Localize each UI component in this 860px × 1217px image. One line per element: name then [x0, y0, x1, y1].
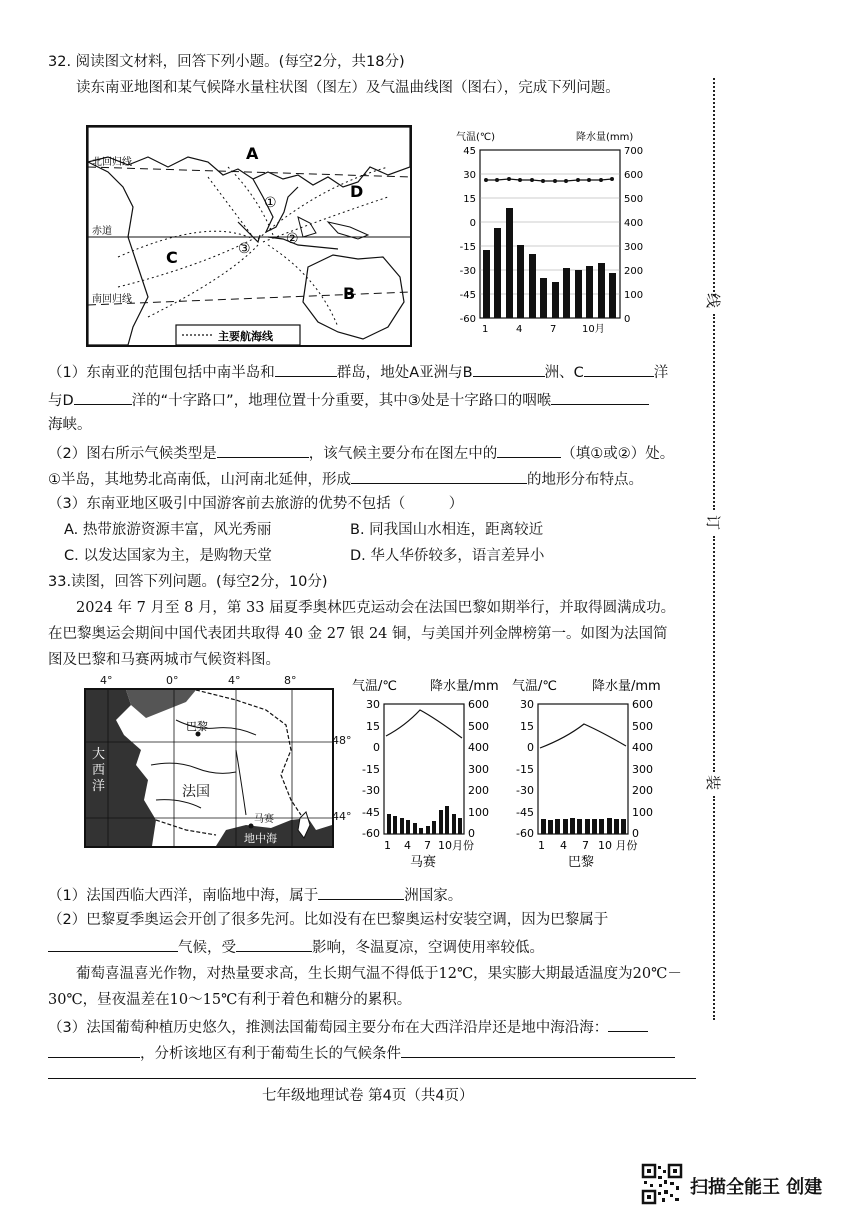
q32-xt-0: 1 — [482, 324, 489, 335]
marseille-lt: -60 — [362, 827, 380, 840]
answer-blank[interactable] — [551, 389, 649, 405]
q32-rt-5: 200 — [624, 266, 644, 277]
map-lat-1: 48° — [332, 734, 352, 747]
q32-bar — [563, 268, 570, 318]
q33-s2-c: 影响，冬温夏凉，空调使用率较低。 — [312, 940, 544, 956]
q32-s2-b: ，该气候主要分布在图左中的 — [308, 446, 498, 462]
q32-lt-2: 15 — [463, 194, 476, 205]
marseille-xt: 10月份 — [438, 839, 474, 852]
paris-rt: 300 — [632, 763, 653, 776]
marseille-precip-title: 降水量/mm — [430, 679, 499, 694]
marseille-rt: 0 — [468, 827, 475, 840]
q32-lt-1: 30 — [463, 170, 476, 181]
map-marker-2: ② — [286, 231, 299, 247]
q32-s1-f: 洋的“十字路口”，地理位置十分重要，其中③处是十字路口的咽喉 — [131, 393, 552, 409]
paris-lt: 15 — [520, 720, 534, 733]
map-marseille: 马赛 — [254, 814, 274, 825]
q32-xt-2: 7 — [550, 324, 557, 335]
q32-rt-3: 400 — [624, 218, 644, 229]
q33-s2-line2 — [48, 936, 544, 958]
marseille-rt: 500 — [468, 720, 489, 733]
map-label-c: C — [166, 248, 178, 267]
marseille-lt: 30 — [366, 698, 380, 711]
answer-blank[interactable] — [608, 1016, 648, 1032]
map-equator: 赤道 — [92, 226, 112, 237]
marseille-rt: 600 — [468, 698, 489, 711]
marseille-xt: 7 — [424, 839, 431, 852]
map-lon-3: 4° — [228, 674, 241, 687]
q33-para5: 30℃，昼夜温差在10～15℃有利于着色和糖分的累积。 — [48, 992, 412, 1008]
q32-bar — [586, 266, 593, 318]
answer-blank[interactable] — [217, 442, 309, 458]
marseille-lt: -45 — [362, 806, 380, 819]
binding-label-zhuang: 装 — [704, 774, 723, 791]
page-footer: 七年级地理试卷 第4页（共4页） — [262, 1088, 474, 1104]
map-ocean-1: 大 — [92, 747, 106, 762]
binding-dotted-line — [713, 796, 715, 1020]
answer-blank[interactable] — [236, 936, 312, 952]
paris-lt: -45 — [516, 806, 534, 819]
q32-rt-6: 100 — [624, 290, 644, 301]
q32-rt-4: 300 — [624, 242, 644, 253]
paris-lt: 0 — [527, 741, 534, 754]
q32-rt-1: 600 — [624, 170, 644, 181]
marseille-rt: 400 — [468, 741, 489, 754]
q33-para1: 2024 年 7 月至 8 月，第 33 届夏季奥林匹克运动会在法国巴黎如期举行，并取得圆满成功。 — [76, 600, 676, 616]
map-lon-4: 8° — [284, 674, 297, 687]
q33-heading: 33.读图，回答下列问题。(每空2分，10分) — [48, 574, 328, 590]
paris-rt: 0 — [632, 827, 639, 840]
q32-s1-d: 洋 — [653, 365, 669, 381]
q32-option-a[interactable]: A. 热带旅游资源丰富，风光秀丽 — [64, 522, 272, 538]
answer-blank[interactable] — [497, 442, 561, 458]
france-map — [84, 688, 334, 848]
q32-lt-6: -45 — [459, 290, 476, 301]
q32-bar — [494, 228, 501, 318]
map-tropic-north: 北回归线 — [92, 157, 132, 168]
marseille-xt: 4 — [404, 839, 411, 852]
marseille-lt: -30 — [362, 784, 380, 797]
answer-blank[interactable] — [48, 936, 178, 952]
paris-temp-title: 气温/℃ — [512, 679, 557, 694]
southeast-asia-map — [86, 125, 412, 347]
q33-s3-a: （3）法国葡萄种植历史悠久，推测法国葡萄园主要分布在大西洋沿岸还是地中海沿海： — [48, 1020, 609, 1036]
map-tropic-south: 南回归线 — [92, 294, 132, 305]
answer-blank[interactable] — [275, 361, 337, 377]
marseille-rt: 200 — [468, 784, 489, 797]
qr-code-icon — [642, 1164, 682, 1204]
q32-s1-e: 与D — [48, 393, 74, 409]
paris-rt: 500 — [632, 720, 653, 733]
paris-rt: 100 — [632, 806, 653, 819]
marseille-rt: 100 — [468, 806, 489, 819]
map-lon-1: 4° — [100, 674, 113, 687]
answer-blank[interactable] — [351, 468, 527, 484]
q32-bar — [506, 208, 513, 318]
answer-blank[interactable] — [48, 1042, 140, 1058]
q32-lt-3: 0 — [469, 218, 476, 229]
binding-dotted-line — [713, 78, 715, 296]
answer-blank[interactable] — [401, 1042, 675, 1058]
q32-s1-g: 海峡。 — [48, 417, 92, 433]
q33-para2: 在巴黎奥运会期间中国代表团共取得 40 金 27 银 24 铜，与美国并列金牌榜第一。如图为法国简 — [48, 626, 668, 642]
q33-para4: 葡萄喜温喜光作物，对热量要求高，生长期气温不得低于12℃，果实膨大期最适温度为20℃－ — [76, 966, 682, 982]
answer-blank[interactable] — [473, 361, 545, 377]
answer-blank[interactable] — [74, 389, 132, 405]
q32-s2-a: （2）图右所示气候类型是 — [48, 446, 217, 462]
q32-s2-d: ①半岛，其地势北高南低，山河南北延伸，形成 — [48, 472, 351, 488]
q32-lt-4: -15 — [459, 242, 476, 253]
marseille-xt: 1 — [384, 839, 391, 852]
paris-name: 巴黎 — [568, 855, 595, 870]
paris-climate-chart — [506, 676, 666, 870]
map-marker-3: ③ — [238, 241, 251, 257]
paris-lt: 30 — [520, 698, 534, 711]
q32-bar — [552, 282, 559, 318]
map-france: 法国 — [182, 784, 210, 800]
q33-s2-b: 气候，受 — [178, 940, 236, 956]
map-ocean-3: 洋 — [92, 779, 106, 794]
paris-xt: 10 月份 — [598, 839, 638, 852]
paris-lt: -60 — [516, 827, 534, 840]
q32-lt-5: -30 — [459, 266, 476, 277]
paris-xt: 4 — [560, 839, 567, 852]
binding-dotted-line — [713, 536, 715, 772]
q33-s3-line2 — [48, 1042, 675, 1064]
paris-lt: -15 — [516, 763, 534, 776]
answer-blank[interactable] — [318, 884, 404, 900]
marseille-climate-chart — [350, 676, 500, 870]
q32-heading: 32. 阅读图文材料，回答下列小题。(每空2分，共18分) — [48, 54, 405, 70]
q32-rt-7: 0 — [624, 314, 631, 325]
q32-climate-chart — [448, 128, 644, 338]
q32-intro: 读东南亚地图和某气候降水量柱状图（图左）及气温曲线图（图右），完成下列问题。 — [76, 80, 620, 96]
map-legend-label: 主要航海线 — [218, 330, 273, 343]
paris-rt: 200 — [632, 784, 653, 797]
q32-bar — [575, 270, 582, 318]
chart-precip-title: 降水量(mm) — [576, 132, 634, 143]
paris-xt: 7 — [582, 839, 589, 852]
q32-bar — [609, 273, 616, 318]
map-lat-2: 44° — [332, 810, 352, 823]
paris-rt: 400 — [632, 741, 653, 754]
q32-bar — [483, 250, 490, 318]
q32-option-b[interactable]: B. 同我国山水相连，距离较近 — [350, 522, 544, 538]
q32-s1-c: 洲、C — [544, 365, 584, 381]
paris-lt: -30 — [516, 784, 534, 797]
q33-s3-b: ，分析该地区有利于葡萄生长的气候条件 — [140, 1046, 401, 1062]
binding-dotted-line — [713, 314, 715, 510]
paris-precip-title: 降水量/mm — [592, 679, 661, 694]
q32-lt-0: 45 — [463, 146, 476, 157]
q32-s2-line2 — [48, 468, 643, 490]
binding-label-xian: 线 — [704, 292, 723, 309]
paris-xt: 1 — [538, 839, 545, 852]
marseille-temp-title: 气温/℃ — [352, 679, 397, 694]
q32-lt-7: -60 — [459, 314, 476, 325]
q32-s1-line1 — [48, 361, 668, 383]
marseille-lt: -15 — [362, 763, 380, 776]
q32-option-d[interactable]: D. 华人华侨较多，语言差异小 — [350, 548, 545, 564]
q32-rt-2: 500 — [624, 194, 644, 205]
q32-s1-a: （1）东南亚的范围包括中南半岛和 — [48, 365, 275, 381]
q32-xt-3: 10月 — [582, 324, 605, 335]
scanner-brand: 扫描全能王 创建 — [690, 1177, 823, 1198]
q32-bar — [529, 254, 536, 318]
map-paris: 巴黎 — [186, 720, 208, 733]
map-label-a: A — [246, 144, 259, 163]
q32-s2-line1 — [48, 442, 674, 464]
marseille-name: 马赛 — [410, 855, 437, 870]
q32-s2-c: （填①或②）处。 — [561, 446, 675, 462]
marseille-rt: 300 — [468, 763, 489, 776]
answer-blank[interactable] — [584, 361, 654, 377]
q32-bar — [517, 245, 524, 318]
q32-s3: （3）东南亚地区吸引中国游客前去旅游的优势不包括（ ） — [48, 496, 464, 512]
map-label-b: B — [343, 284, 356, 303]
q33-para3: 图及巴黎和马赛两城市气候资料图。 — [48, 652, 280, 668]
map-marker-1: ① — [264, 195, 277, 211]
q32-option-c[interactable]: C. 以发达国家为主，是购物天堂 — [64, 548, 272, 564]
paris-rt: 600 — [632, 698, 653, 711]
map-lon-2: 0° — [166, 674, 179, 687]
q33-s3-line1 — [48, 1016, 648, 1038]
q32-rt-0: 700 — [624, 146, 644, 157]
q32-bar — [598, 263, 605, 318]
q32-bar — [540, 278, 547, 318]
marseille-lt: 0 — [373, 741, 380, 754]
map-ocean-2: 西 — [92, 763, 106, 778]
map-label-d: D — [350, 182, 364, 201]
q33-s1-b: 洲国家。 — [404, 888, 463, 904]
q32-s1-b: 群岛，地处A亚洲与B — [336, 365, 473, 381]
map-mediterranean: 地中海 — [244, 832, 277, 845]
chart-temp-title: 气温(℃) — [456, 132, 496, 143]
q33-s1 — [48, 884, 462, 906]
q32-s1-line2 — [48, 389, 649, 411]
marseille-lt: 15 — [366, 720, 380, 733]
answer-line[interactable] — [48, 1078, 696, 1079]
binding-label-ding: 订 — [704, 514, 723, 531]
q32-xt-1: 4 — [516, 324, 523, 335]
q33-s1-a: （1）法国西临大西洋，南临地中海，属于 — [48, 888, 319, 904]
q32-s2-e: 的地形分布特点。 — [527, 472, 643, 488]
q33-s2-a: （2）巴黎夏季奥运会开创了很多先河。比如没有在巴黎奥运村安装空调，因为巴黎属于 — [48, 912, 609, 928]
